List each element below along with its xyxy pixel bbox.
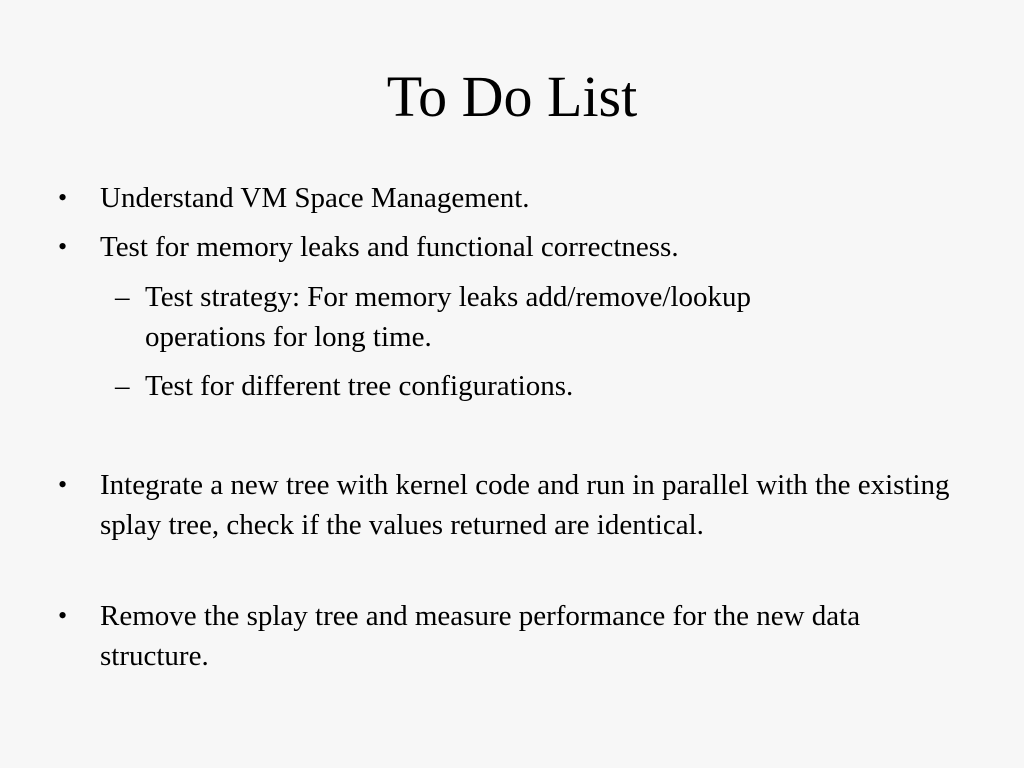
bullet-text: Test for memory leaks and functional correctness. (100, 231, 679, 263)
dash-marker: – (115, 281, 130, 313)
sub-bullet-text: Test strategy: For memory leaks add/remove/lookup operations for long time. (145, 281, 752, 353)
bullet-text: Integrate a new tree with kernel code and run in parallel with the existing splay tree, check if the values returned are identical. (100, 469, 950, 541)
sub-bullet-item (115, 277, 865, 357)
bullet-item (58, 596, 950, 676)
bullet-marker: • (58, 232, 68, 261)
bullet-marker: • (58, 601, 68, 630)
bullet-text: Remove the splay tree and measure performance for the new data structure. (100, 600, 861, 672)
slide-title: To Do List (386, 64, 638, 129)
bullet-item (58, 227, 950, 267)
bullet-text: Understand VM Space Management. (100, 182, 530, 214)
bullet-marker: • (58, 470, 68, 499)
bullet-item (58, 465, 950, 545)
sub-bullet-item (115, 366, 865, 406)
sub-bullet-text: Test for different tree configurations. (145, 370, 574, 402)
bullet-marker: • (58, 183, 68, 212)
dash-marker: – (115, 370, 130, 402)
bullet-item (58, 178, 950, 218)
